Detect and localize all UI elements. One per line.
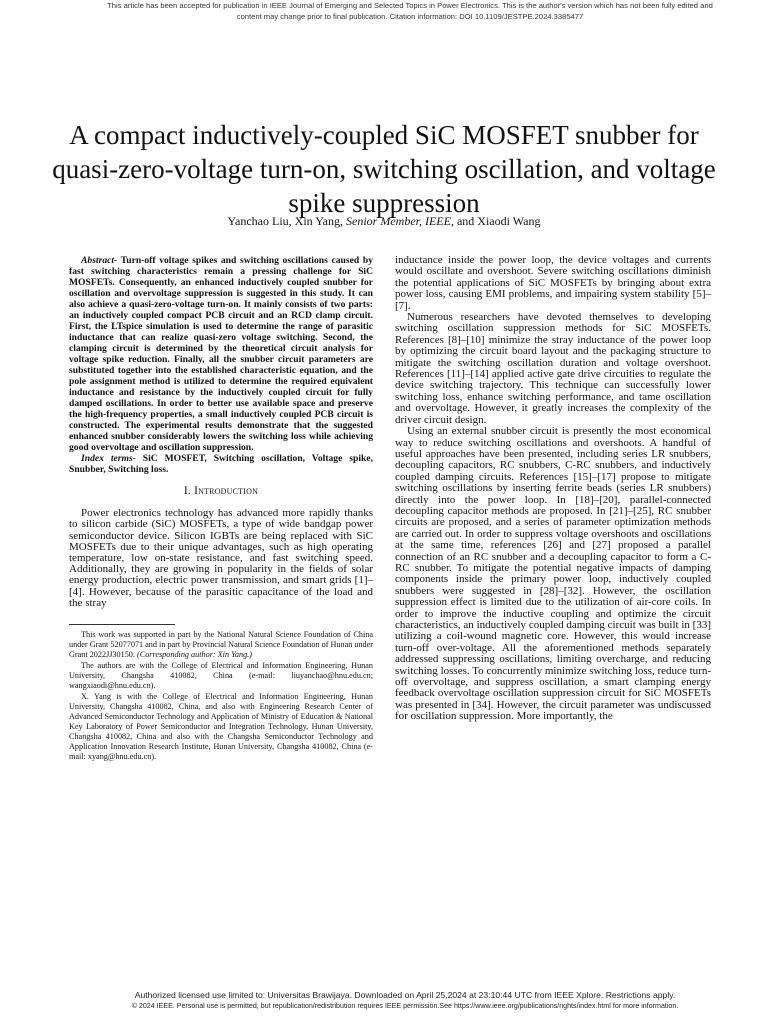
banner-line-2: content may change prior to final publication. Citation information: DOI 10.1109/JESTPE.2024.3385477 [236,12,584,21]
intro-paragraph: Power electronics technology has advanced more rapidly thanks to silicon carbide (SiC) MOSFETs, a type of wide bandgap power semiconductor device. Silicon IGBTs are being replaced with SiC MOSFETs due to their unique advantages, such as high operating temperature, low on-state resistance, and fast switching speed. Additionally, they are growing in popularity in the fields of solar energy production, electric power transmission, and smart grids [1]–[4]. However, because of the parasitic capacitance of the load and the stray [69,507,373,609]
footnote-divider [69,624,175,625]
footnote-funding-text: This work was supported in part by the National Natural Science Foundation of China under Grant 52077071 and in part by Provincial Natural Science Foundation of Hunan under Grant 2022JJ30150. [69,630,374,660]
abstract-label: Abstract- [81,255,118,266]
paper-title: A compact inductively-coupled SiC MOSFET snubber for quasi-zero-voltage turn-on, switching oscillation, and voltage spike suppression [52,120,716,218]
section-heading-introduction [69,486,373,497]
left-column [69,255,373,762]
body-paragraph-3: Using an external snubber circuit is presently the most economical way to reduce switching oscillations and overshoots. A handful of useful approaches have been presented, including series LR snubbers, decoupling capacitors, RC snubbers, C-RC snubbers, and inductively coupled damping circuits. References [15]–[17] propose to mitigate switching oscillations by inserting ferrite beads (series LR snubbers) directly into the power loop. In [18]–[20], parallel-connected decoupling capacitor methods are proposed. In [21]–[25], RC snubber circuits are proposed, and a series of parameter optimization methods are carried out. In order to suppress voltage overshoots and oscillations at the same time, references [26] and [27] proposed a parallel connection of an RC snubber and a decoupling capacitor to form a C-RC snubber. To mitigate the potential negative impacts of damping components inside the primary power loop, inductively coupled snubbers were suggested in [28]–[32]. However, the oscillation suppression effect is limited due to the utilization of air-core coils. In order to improve the inductive coupling and optimize the circuit characteristics, an inductively coupled damping circuit was built in [33] utilizing a coil-wound magnetic core. However, this would increase turn-off over-voltage. All the aforementioned methods separately addressed suppressing oscillations, limiting overcharge, and reducing switching losses. To concurrently minimize switching loss, reduce turn-off overvoltage, and suppress oscillation, a smart clamping energy feedback overvoltage oscillation suppression circuit for SiC MOSFETs was presented in [34]. However, the circuit parameter was undiscussed for oscillation suppression. More importantly, the [395,425,711,723]
footnote-funding [69,630,373,660]
section-name: Introduction [194,485,259,497]
section-numeral: I. [183,485,195,497]
journal-banner [60,0,760,22]
license-line-2: © 2024 IEEE. Personal use is permitted, but republication/redistribution requires IEEE permission.See https://www.ieee.org/publications/rights/index.html for more information. [131,1002,679,1010]
footnote-affiliation-2: X. Yang is with the College of Electrical and Information Engineering, Hunan University, Changsha 410082, China, and also with Engineering Research Center of Advanced Semiconductor Technology and Application of Ministry of Education & National Key Laboratory of Power Semiconductor and Integration Technology, Hunan University, Changsha 410082, China and also with the Changsha Semiconductor Technology and Application Innovation Research Institute, Hunan University, Changsha 410082, China (e-mail: xyang@hnu.edu.cn). [69,692,373,762]
author-tail: , and Xiaodi Wang [450,214,541,228]
abstract [69,255,373,453]
license-footer [60,990,750,1011]
index-terms-label: Index terms- [81,453,136,464]
footnote-corresponding: (Corresponding author: Xin Yang.) [137,650,252,660]
author-role: Senior Member, IEEE [346,214,451,228]
license-line-1: Authorized licensed use limited to: Universitas Brawijaya. Downloaded on April 25,2024 at 23:10:44 UTC from IEEE Xplore. Restrictions apply. [134,990,676,1000]
author-line [40,214,728,228]
index-terms [69,453,373,475]
body-paragraph-2: Numerous researchers have devoted themselves to developing switching oscillation suppression methods for SiC MOSFETs. References [8]–[10] minimize the stray inductance of the power loop by optimizing the circuit board layout and the packaging structure to mitigate the switching oscillation duration and voltage overshoot. References [11]–[14] applied active gate drive circuities to regulate the device switching trajectory. This technique can successfully lower switching loss, enhance switching performance, and tame oscillation and overvoltage. However, it greatly increases the complexity of the driver circuit design. [395,311,711,426]
footnote-affiliation-1: The authors are with the College of Electrical and Information Engineering, Hunan University, Changsha 410082, China (e-mail: liuyanchao@hnu.edu.cn; wangxiaodi@hnu.edu.cn). [69,661,373,691]
index-terms-text: SiC MOSFET, Switching oscillation, Voltage spike, Snubber, Switching loss. [69,453,373,475]
author-names: Yanchao Liu, Xin Yang, [227,214,346,228]
banner-line-1: This article has been accepted for publication in IEEE Journal of Emerging and Selected Topics in Power Electronics. This is the author's version which has not been fully edited and [107,1,713,10]
right-column [395,255,711,723]
body-paragraph-1: inductance inside the power loop, the device voltages and currents would oscillate and overshoot. Severe switching oscillations diminish the potential applications of SiC MOSFETs by bringing about extra power loss, causing EMI problems, and impairing system stability [5]–[7]. [395,254,711,312]
abstract-text: Turn-off voltage spikes and switching oscillations caused by fast switching characteristics remain a pressing challenge for SiC MOSFETs. Consequently, an enhanced inductively coupled snubber for oscillation and overvoltage suppression is suggested in this study. It can also achieve a quasi-zero-voltage turn-on. It mainly consists of two parts: an inductively coupled compact PCB circuit and an RCD clamp circuit. First, the LTspice simulation is used to determine the range of parasitic inductance that can realize quasi-zero voltage switching. Second, the clamping circuit is determined by the theoretical circuit analysis for voltage spike reduction. Finally, all the snubber circuit parameters are substituted together into the established characteristic equation, and the pole assignment method is utilized to determine the required equivalent inductance and resistance by the inductively coupled circuit for fully damped oscillations. In order to better use available space and preserve the high-frequency properties, a small inductively coupled PCB circuit is constructed. The experimental results demonstrate that the suggested enhanced snubber considerably lowers the switching loss while achieving good overvoltage and oscillation suppression. [69,255,373,453]
